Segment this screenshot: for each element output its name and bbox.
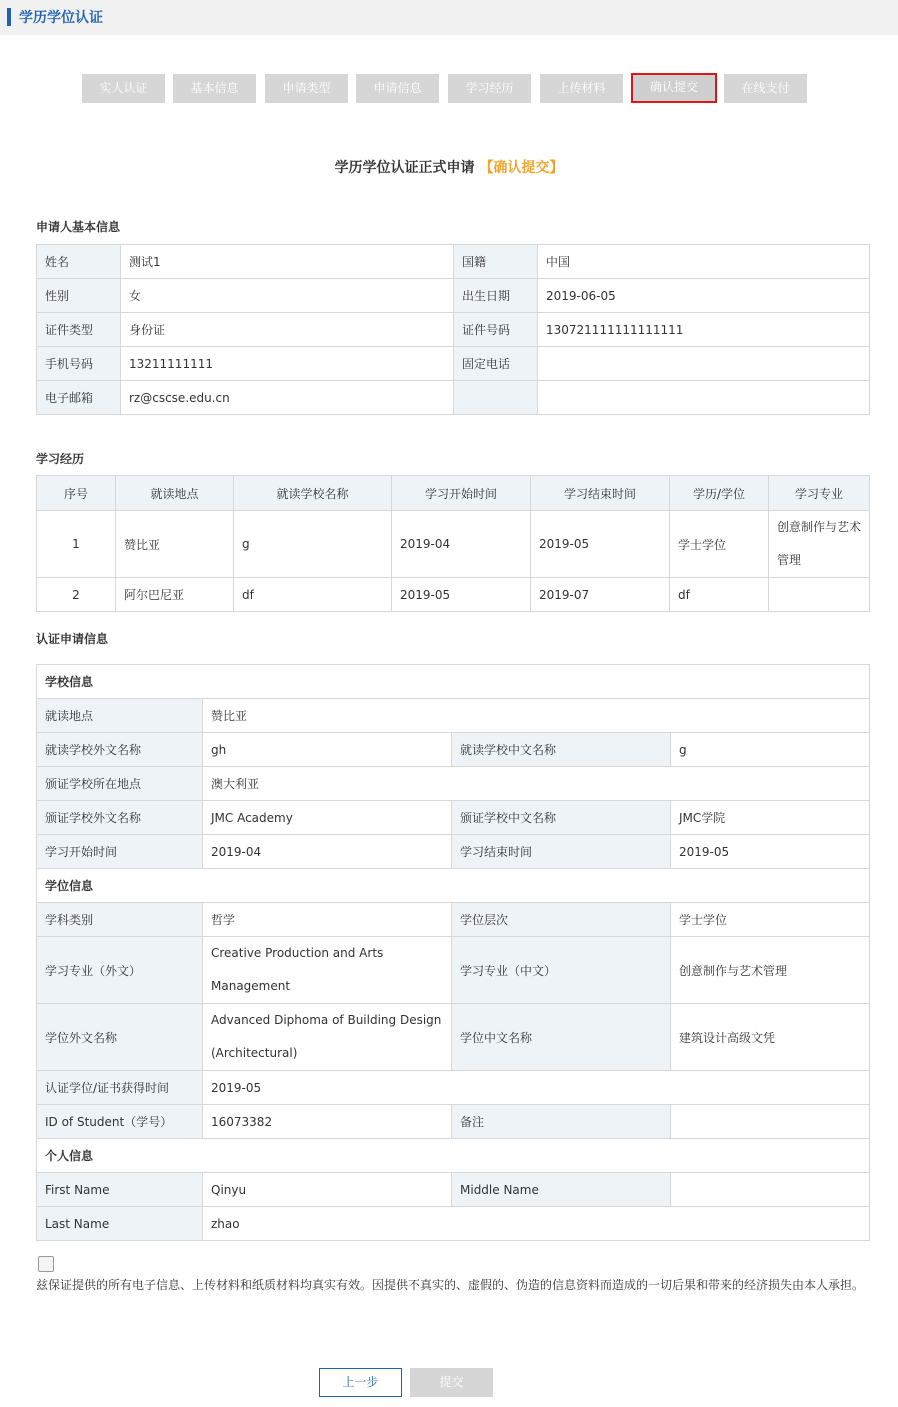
value-birthdate: 2019-06-05 xyxy=(538,279,870,313)
value-student-id: 16073382 xyxy=(203,1105,452,1139)
table-row xyxy=(37,1004,870,1071)
value-level: 学士学位 xyxy=(671,903,870,937)
table-row xyxy=(37,767,870,801)
table-row xyxy=(37,1071,870,1105)
value-issuer-foreign: JMC Academy xyxy=(203,801,452,835)
value-gender: 女 xyxy=(121,279,454,313)
step-basic-info[interactable]: 基本信息 xyxy=(173,74,256,103)
cell-degree: 学士学位 xyxy=(670,511,769,578)
table-row xyxy=(37,578,870,612)
label-degree-foreign: 学位外文名称 xyxy=(37,1004,203,1071)
cell-start: 2019-05 xyxy=(392,578,531,612)
cell-location: 阿尔巴尼亚 xyxy=(116,578,234,612)
col-header-school: 就读学校名称 xyxy=(234,476,392,511)
label-name: 姓名 xyxy=(37,245,121,279)
step-upload[interactable]: 上传材料 xyxy=(540,74,623,103)
table-row xyxy=(37,313,870,347)
label-birthdate: 出生日期 xyxy=(454,279,538,313)
table-row xyxy=(37,381,870,415)
cell-start: 2019-04 xyxy=(392,511,531,578)
value-start: 2019-04 xyxy=(203,835,452,869)
step-apply-type[interactable]: 申请类型 xyxy=(265,74,348,103)
value-nationality: 中国 xyxy=(538,245,870,279)
table-row xyxy=(37,801,870,835)
label-email: 电子邮箱 xyxy=(37,381,121,415)
study-table xyxy=(36,475,870,612)
table-row xyxy=(37,869,870,903)
step-apply-info[interactable]: 申请信息 xyxy=(356,74,439,103)
cell-major: 创意制作与艺术管理 xyxy=(769,511,870,578)
table-row xyxy=(37,733,870,767)
value-landline xyxy=(538,347,870,381)
col-header-no: 序号 xyxy=(37,476,116,511)
label-student-id: ID of Student（学号） xyxy=(37,1105,203,1139)
label-major-cn: 学习专业（中文） xyxy=(452,937,671,1004)
label-major-foreign: 学习专业（外文） xyxy=(37,937,203,1004)
label-mobile: 手机号码 xyxy=(37,347,121,381)
value-study-location: 赞比亚 xyxy=(203,699,870,733)
value-middle-name xyxy=(671,1173,870,1207)
value-major-foreign: Creative Production and Arts Management xyxy=(203,937,452,1004)
label-issuer-cn: 颁证学校中文名称 xyxy=(452,801,671,835)
value-major-cn: 创意制作与艺术管理 xyxy=(671,937,870,1004)
table-row xyxy=(37,1173,870,1207)
agreement-text: 兹保证提供的所有电子信息、上传材料和纸质材料均真实有效。因提供不真实的、虚假的、伪造的信息资料而造成的一切后果和带来的经济损失由本人承担。 xyxy=(36,1278,865,1292)
form-title-text: 学历学位认证正式申请 xyxy=(334,160,475,176)
col-header-location: 就读地点 xyxy=(116,476,234,511)
agreement-checkbox[interactable] xyxy=(38,1256,54,1272)
step-study-history[interactable]: 学习经历 xyxy=(448,74,531,103)
value-first-name: Qinyu xyxy=(203,1173,452,1207)
value-school-cn: g xyxy=(671,733,870,767)
label-id-type: 证件类型 xyxy=(37,313,121,347)
page-header-title: 学历学位认证 xyxy=(19,10,103,26)
degree-info-heading: 学位信息 xyxy=(37,869,870,903)
value-last-name: zhao xyxy=(203,1207,870,1241)
form-title xyxy=(0,157,898,177)
label-start: 学习开始时间 xyxy=(37,835,203,869)
value-issuer-location: 澳大利亚 xyxy=(203,767,870,801)
empty-label-cell xyxy=(454,381,538,415)
label-id-number: 证件号码 xyxy=(454,313,538,347)
table-row xyxy=(37,903,870,937)
cell-school: g xyxy=(234,511,392,578)
table-row xyxy=(37,1139,870,1173)
table-row xyxy=(37,665,870,699)
value-name: 测试1 xyxy=(121,245,454,279)
step-real-person[interactable]: 实人认证 xyxy=(82,74,165,103)
cell-end: 2019-05 xyxy=(531,511,670,578)
label-school-cn: 就读学校中文名称 xyxy=(452,733,671,767)
table-header-row xyxy=(37,476,870,511)
table-row xyxy=(37,937,870,1004)
cell-school: df xyxy=(234,578,392,612)
col-header-end: 学习结束时间 xyxy=(531,476,670,511)
label-last-name: Last Name xyxy=(37,1207,203,1241)
table-row xyxy=(37,347,870,381)
top-bar xyxy=(0,0,898,35)
cell-location: 赞比亚 xyxy=(116,511,234,578)
col-header-degree: 学历/学位 xyxy=(670,476,769,511)
table-row xyxy=(37,1105,870,1139)
label-school-foreign: 就读学校外文名称 xyxy=(37,733,203,767)
cell-no: 2 xyxy=(37,578,116,612)
title-accent xyxy=(7,8,11,26)
label-gender: 性别 xyxy=(37,279,121,313)
submit-button[interactable]: 提交 xyxy=(410,1368,493,1397)
value-obtained: 2019-05 xyxy=(203,1071,870,1105)
label-subject: 学科类别 xyxy=(37,903,203,937)
form-stage: 【确认提交】 xyxy=(479,160,564,176)
label-nationality: 国籍 xyxy=(454,245,538,279)
label-obtained: 认证学位/证书获得时间 xyxy=(37,1071,203,1105)
step-confirm-submit[interactable]: 确认提交 xyxy=(631,73,717,103)
applicant-section-title: 申请人基本信息 xyxy=(36,220,121,234)
table-row xyxy=(37,511,870,578)
table-row xyxy=(37,835,870,869)
label-degree-cn: 学位中文名称 xyxy=(452,1004,671,1071)
step-online-pay[interactable]: 在线支付 xyxy=(724,74,807,103)
label-remark: 备注 xyxy=(452,1105,671,1139)
label-landline: 固定电话 xyxy=(454,347,538,381)
value-subject: 哲学 xyxy=(203,903,452,937)
value-email: rz@cscse.edu.cn xyxy=(121,381,454,415)
cell-end: 2019-07 xyxy=(531,578,670,612)
value-degree-foreign: Advanced Diphoma of Building Design (Architectural) xyxy=(203,1004,452,1071)
value-school-foreign: gh xyxy=(203,733,452,767)
table-row xyxy=(37,1207,870,1241)
personal-info-heading: 个人信息 xyxy=(37,1139,870,1173)
table-row xyxy=(37,699,870,733)
cert-table xyxy=(36,664,870,1241)
applicant-table xyxy=(36,244,870,415)
label-study-location: 就读地点 xyxy=(37,699,203,733)
label-level: 学位层次 xyxy=(452,903,671,937)
col-header-major: 学习专业 xyxy=(769,476,870,511)
school-info-heading: 学校信息 xyxy=(37,665,870,699)
empty-value-cell xyxy=(538,381,870,415)
cert-section-title: 认证申请信息 xyxy=(36,632,109,646)
study-section-title: 学习经历 xyxy=(36,452,85,466)
table-row xyxy=(37,279,870,313)
value-id-type: 身份证 xyxy=(121,313,454,347)
value-end: 2019-05 xyxy=(671,835,870,869)
label-first-name: First Name xyxy=(37,1173,203,1207)
label-issuer-foreign: 颁证学校外文名称 xyxy=(37,801,203,835)
label-middle-name: Middle Name xyxy=(452,1173,671,1207)
cell-major xyxy=(769,578,870,612)
prev-step-button[interactable]: 上一步 xyxy=(319,1368,402,1397)
cell-degree: df xyxy=(670,578,769,612)
col-header-start: 学习开始时间 xyxy=(392,476,531,511)
cell-no: 1 xyxy=(37,511,116,578)
value-issuer-cn: JMC学院 xyxy=(671,801,870,835)
label-end: 学习结束时间 xyxy=(452,835,671,869)
value-remark xyxy=(671,1105,870,1139)
value-degree-cn: 建筑设计高级文凭 xyxy=(671,1004,870,1071)
value-mobile: 13211111111 xyxy=(121,347,454,381)
table-row xyxy=(37,245,870,279)
label-issuer-location: 颁证学校所在地点 xyxy=(37,767,203,801)
value-id-number: 130721111111111111 xyxy=(538,313,870,347)
